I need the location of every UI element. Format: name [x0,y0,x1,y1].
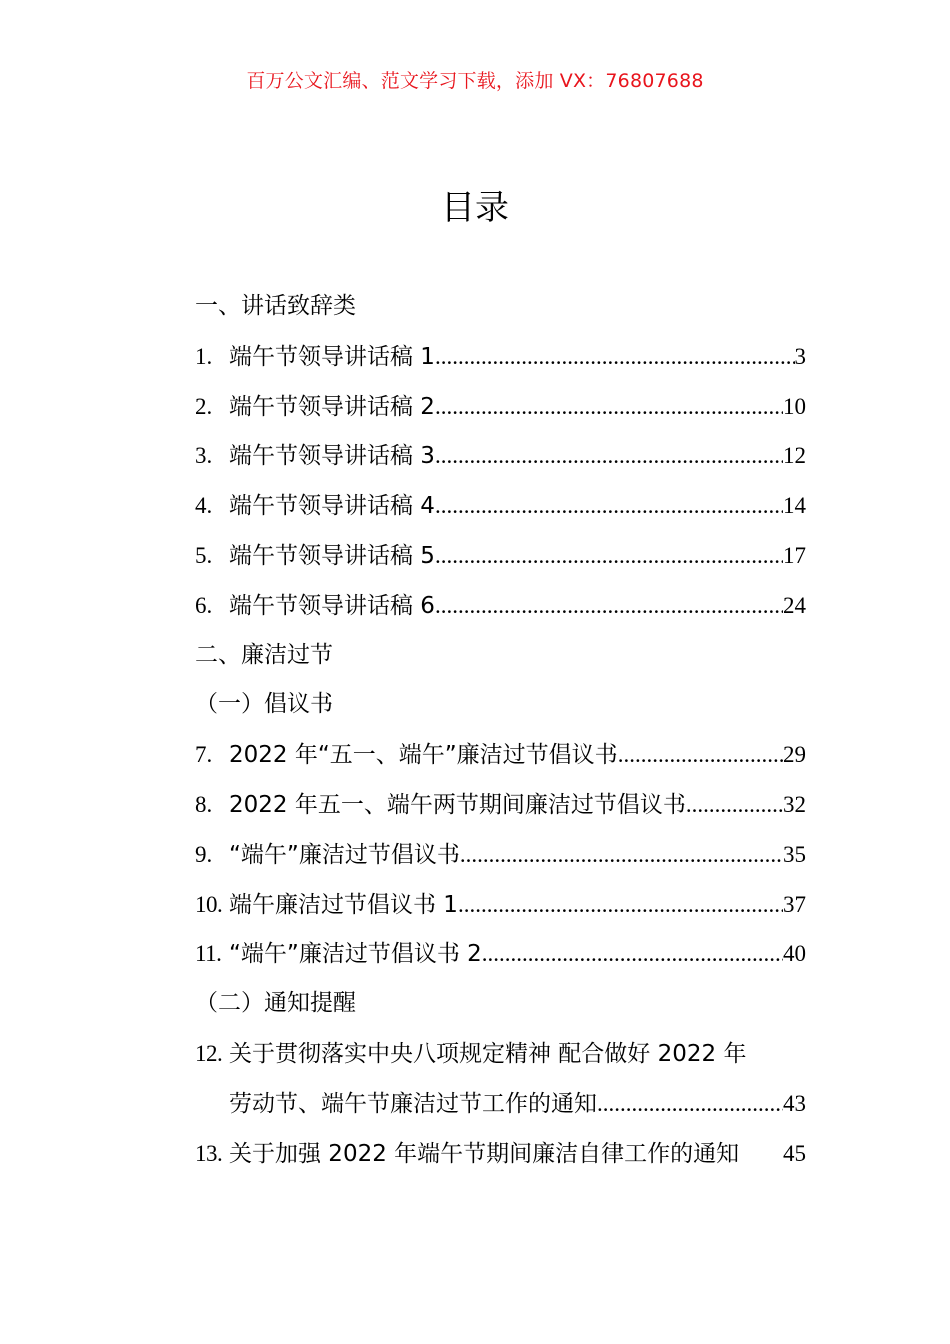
entry-number: 3. [195,443,213,469]
toc-entry[interactable] [195,431,806,481]
dot-leader [435,431,783,481]
entry-page: 43 [783,1090,806,1116]
entry-title: “端午”廉洁过节倡议书 [229,841,460,868]
toc-entry[interactable] [195,929,806,979]
dot-leader [435,481,783,531]
entry-title: 关于加强 2022 年端午节期间廉洁自律工作的通知 [229,1140,740,1167]
toc-entry-line2[interactable] [195,1079,806,1129]
entry-number: 13. [195,1140,223,1166]
entry-number: 4. [195,493,213,519]
dot-leader [686,780,783,830]
dot-leader [458,880,783,930]
toc-section-heading [195,631,806,681]
entry-number: 1. [195,343,213,369]
entry-page: 12 [783,443,806,469]
entry-title: 端午节领导讲话稿 1 [229,343,435,370]
entry-page: 37 [783,891,806,917]
entry-title: 端午节领导讲话稿 4 [229,493,435,520]
entry-title: 关于贯彻落实中央八项规定精神 配合做好 2022 年 [229,1040,747,1067]
entry-title: 端午节领导讲话稿 3 [229,443,435,470]
entry-number: 12. [195,1040,223,1066]
toc-entry[interactable] [195,481,806,531]
entry-page: 29 [783,742,806,768]
entry-number: 8. [195,791,213,817]
entry-number: 9. [195,841,213,867]
toc-entry[interactable] [195,382,806,432]
toc-entry[interactable] [195,1129,806,1179]
entry-page: 35 [783,841,806,867]
subsection-label: （一）倡议书 [195,691,333,718]
toc-entry[interactable] [195,332,806,382]
toc-entry[interactable] [195,880,806,930]
entry-number: 2. [195,393,213,419]
entry-page: 10 [783,393,806,419]
dot-leader [435,581,783,631]
dot-leader [435,332,795,382]
watermark-header: 百万公文汇编、范文学习下载，添加 VX：76807688 [246,70,704,92]
entry-title: 端午节领导讲话稿 5 [229,542,435,569]
entry-title: “端午”廉洁过节倡议书 2 [229,941,482,968]
dot-leader [482,929,783,979]
entry-title: 端午节领导讲话稿 6 [229,592,435,619]
entry-page: 40 [783,941,806,967]
entry-page: 45 [783,1140,806,1166]
toc-subsection-heading [195,680,806,730]
page-title: 目录 [441,188,509,228]
toc-entry[interactable] [195,531,806,581]
table-of-contents [195,282,806,1178]
entry-page: 14 [783,493,806,519]
toc-entry[interactable] [195,730,806,780]
entry-number: 10. [195,891,223,917]
entry-title: 端午节领导讲话稿 2 [229,393,435,420]
dot-leader [597,1079,783,1129]
entry-page: 17 [783,542,806,568]
entry-page: 32 [783,791,806,817]
entry-title-continued: 劳动节、端午节廉洁过节工作的通知 [229,1090,597,1117]
toc-entry-line1[interactable] [195,1029,806,1079]
entry-title: 2022 年“五一、端午”廉洁过节倡议书 [229,742,618,769]
dot-leader [460,830,783,880]
toc-section-heading [195,282,806,332]
toc-subsection-heading [195,979,806,1029]
entry-number: 6. [195,592,213,618]
entry-number: 5. [195,542,213,568]
dot-leader [618,730,783,780]
entry-title: 2022 年五一、端午两节期间廉洁过节倡议书 [229,791,686,818]
toc-entry[interactable] [195,581,806,631]
entry-number: 7. [195,742,213,768]
dot-leader [435,382,783,432]
entry-page: 3 [794,343,806,369]
entry-page: 24 [783,592,806,618]
entry-number: 11. [195,941,222,967]
section-label: 二、廉洁过节 [195,641,333,668]
section-label: 一、讲话致辞类 [195,293,356,319]
toc-entry[interactable] [195,830,806,880]
entry-title: 端午廉洁过节倡议书 1 [229,891,458,918]
toc-entry[interactable] [195,780,806,830]
dot-leader [435,531,783,581]
subsection-label: （二）通知提醒 [195,990,356,1017]
